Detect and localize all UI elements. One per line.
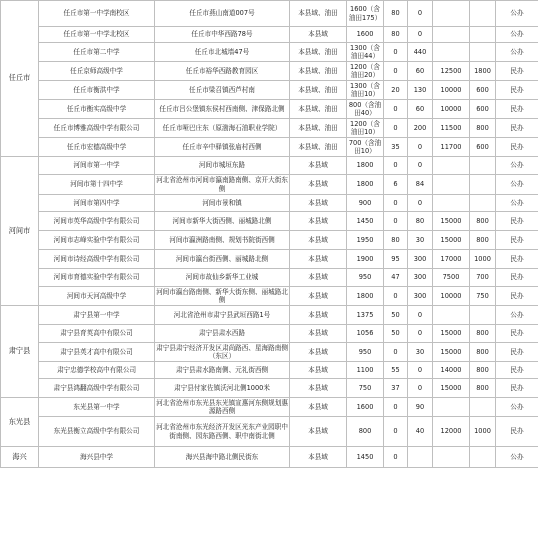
recruit-scope-cell: 本县域 bbox=[290, 250, 347, 269]
recruit-scope-cell: 本县域 bbox=[290, 306, 347, 325]
count-cell-a: 0 bbox=[384, 343, 408, 362]
plan-count-cell: 1800 bbox=[347, 175, 384, 195]
plan-count-cell: 1450 bbox=[347, 212, 384, 231]
plan-count-cell: 1900 bbox=[347, 250, 384, 269]
recruit-scope-cell: 本县域 bbox=[290, 447, 347, 468]
recruit-scope-cell: 本县域、油田 bbox=[290, 119, 347, 138]
table-row bbox=[1, 175, 538, 195]
tuition-cell: 15000 bbox=[433, 212, 470, 231]
school-name-cell: 河间市第四中学 bbox=[39, 195, 155, 212]
table-row bbox=[1, 417, 538, 447]
tuition-cell bbox=[433, 447, 470, 468]
plan-count-cell: 950 bbox=[347, 343, 384, 362]
table-row bbox=[1, 447, 538, 468]
count-cell-b: 0 bbox=[408, 138, 433, 157]
table-row bbox=[1, 325, 538, 343]
recruit-scope-cell: 本县域 bbox=[290, 269, 347, 287]
plan-count-cell: 1200（含油田10） bbox=[347, 119, 384, 138]
plan-count-cell: 800 bbox=[347, 417, 384, 447]
school-address-cell: 河间市新华大街西侧、丽城路北侧 bbox=[155, 212, 290, 231]
table-row bbox=[1, 250, 538, 269]
count-cell-a: 37 bbox=[384, 379, 408, 398]
plan-count-cell: 1056 bbox=[347, 325, 384, 343]
county-cell: 东光县 bbox=[1, 398, 39, 447]
school-name-cell: 肃宁县英才高中有限公司 bbox=[39, 343, 155, 362]
tuition-cell bbox=[433, 175, 470, 195]
count-cell-b: 0 bbox=[408, 306, 433, 325]
plan-count-cell: 800（含油田40） bbox=[347, 100, 384, 119]
tuition-cell: 15000 bbox=[433, 379, 470, 398]
table-row bbox=[1, 362, 538, 379]
recruit-scope-cell: 本县域 bbox=[290, 379, 347, 398]
table-row bbox=[1, 306, 538, 325]
school-type-cell: 公办 bbox=[496, 43, 538, 62]
count-cell-a: 20 bbox=[384, 81, 408, 100]
fee-cell: 800 bbox=[470, 325, 496, 343]
plan-count-cell: 1600 bbox=[347, 398, 384, 417]
fee-cell: 800 bbox=[470, 212, 496, 231]
county-cell: 肃宁县 bbox=[1, 306, 39, 398]
fee-cell bbox=[470, 27, 496, 43]
table-row bbox=[1, 27, 538, 43]
school-name-cell: 任丘市宏德高级中学 bbox=[39, 138, 155, 157]
plan-count-cell: 1200（含油田20） bbox=[347, 62, 384, 81]
fee-cell: 1000 bbox=[470, 250, 496, 269]
school-name-cell: 任丘市第一中学南校区 bbox=[39, 1, 155, 27]
school-type-cell: 民办 bbox=[496, 81, 538, 100]
school-name-cell: 任丘市第二中学 bbox=[39, 43, 155, 62]
table-row bbox=[1, 62, 538, 81]
tuition-cell bbox=[433, 27, 470, 43]
fee-cell: 800 bbox=[470, 231, 496, 250]
school-type-cell: 民办 bbox=[496, 287, 538, 306]
count-cell-b: 0 bbox=[408, 379, 433, 398]
count-cell-a: 80 bbox=[384, 231, 408, 250]
tuition-cell bbox=[433, 157, 470, 175]
school-address-cell: 肃宁县肃水西路 bbox=[155, 325, 290, 343]
table-row bbox=[1, 157, 538, 175]
count-cell-a: 6 bbox=[384, 175, 408, 195]
count-cell-b: 0 bbox=[408, 195, 433, 212]
school-type-cell: 民办 bbox=[496, 379, 538, 398]
tuition-cell: 10000 bbox=[433, 81, 470, 100]
school-type-cell: 公办 bbox=[496, 1, 538, 27]
school-address-cell: 河间市景和镇 bbox=[155, 195, 290, 212]
plan-count-cell: 1450 bbox=[347, 447, 384, 468]
school-address-cell: 河间市故仙乡新华工业城 bbox=[155, 269, 290, 287]
recruit-scope-cell: 本县域 bbox=[290, 325, 347, 343]
recruit-scope-cell: 本县域、油田 bbox=[290, 43, 347, 62]
school-name-cell: 河间市天河高级中学 bbox=[39, 287, 155, 306]
fee-cell: 750 bbox=[470, 287, 496, 306]
school-address-cell: 肃宁县肃宁经济开发区肃尚路西、星海路南侧（东区） bbox=[156, 343, 288, 360]
school-type-cell: 民办 bbox=[496, 362, 538, 379]
fee-cell bbox=[470, 1, 496, 27]
fee-cell bbox=[470, 157, 496, 175]
recruit-scope-cell: 本县域、油田 bbox=[290, 138, 347, 157]
count-cell-a: 0 bbox=[384, 195, 408, 212]
school-address-cell: 肃宁县付家佐镇沃河北侧1000米 bbox=[155, 379, 290, 398]
tuition-cell: 14000 bbox=[433, 362, 470, 379]
fee-cell bbox=[470, 398, 496, 417]
count-cell-a: 0 bbox=[384, 212, 408, 231]
recruit-scope-cell: 本县域 bbox=[290, 212, 347, 231]
count-cell-b: 0 bbox=[408, 1, 433, 27]
school-name-cell: 肃宁忠德学校高中有限公司 bbox=[39, 362, 155, 379]
tuition-cell bbox=[433, 1, 470, 27]
school-type-cell: 民办 bbox=[496, 119, 538, 138]
school-name-cell: 海兴县中学 bbox=[39, 447, 155, 468]
recruit-scope-cell: 本县域 bbox=[290, 195, 347, 212]
count-cell-b: 0 bbox=[408, 325, 433, 343]
school-type-cell: 公办 bbox=[496, 195, 538, 212]
count-cell-b: 0 bbox=[408, 362, 433, 379]
table-row bbox=[1, 81, 538, 100]
fee-cell: 700 bbox=[470, 269, 496, 287]
school-type-cell: 公办 bbox=[496, 27, 538, 43]
plan-count-cell: 1800 bbox=[347, 157, 384, 175]
school-type-cell: 公办 bbox=[496, 175, 538, 195]
table-row bbox=[1, 231, 538, 250]
count-cell-a: 0 bbox=[384, 43, 408, 62]
plan-count-cell: 900 bbox=[347, 195, 384, 212]
school-name-cell: 任丘京师高级中学 bbox=[39, 62, 155, 81]
school-address-cell: 河北省沧州市东光经济开发区光东产业园职中街南侧、园东路西侧、职中南街北侧 bbox=[155, 417, 290, 447]
count-cell-b: 84 bbox=[408, 175, 433, 195]
plan-count-cell: 1800 bbox=[347, 287, 384, 306]
plan-count-cell: 700（含油田10） bbox=[347, 138, 384, 157]
school-name-cell: 河间市第一中学 bbox=[39, 157, 155, 175]
school-type-cell: 民办 bbox=[496, 212, 538, 231]
plan-count-cell: 750 bbox=[347, 379, 384, 398]
count-cell-b: 300 bbox=[408, 287, 433, 306]
fee-cell: 800 bbox=[470, 362, 496, 379]
recruit-scope-cell: 本县域 bbox=[290, 417, 347, 447]
fee-cell: 800 bbox=[470, 343, 496, 362]
school-address-cell: 任丘市燕山南道007号 bbox=[155, 1, 290, 27]
count-cell-a: 47 bbox=[384, 269, 408, 287]
count-cell-b: 60 bbox=[408, 100, 433, 119]
school-type-cell: 民办 bbox=[496, 62, 538, 81]
school-type-cell: 公办 bbox=[496, 157, 538, 175]
table-row bbox=[1, 287, 538, 306]
count-cell-b: 200 bbox=[408, 119, 433, 138]
table-row bbox=[1, 343, 538, 362]
school-address-cell: 任丘市中华西路78号 bbox=[155, 27, 290, 43]
count-cell-a: 0 bbox=[384, 417, 408, 447]
table-row bbox=[1, 195, 538, 212]
recruit-scope-cell: 本县域 bbox=[290, 157, 347, 175]
count-cell-b: 30 bbox=[408, 343, 433, 362]
county-cell: 任丘市 bbox=[1, 1, 39, 157]
recruit-scope-cell: 本县域 bbox=[290, 398, 347, 417]
school-type-cell: 民办 bbox=[496, 325, 538, 343]
table-row bbox=[1, 43, 538, 62]
school-address-cell: 任丘市裕华西路教育园区 bbox=[155, 62, 290, 81]
count-cell-b: 40 bbox=[408, 417, 433, 447]
count-cell-a: 0 bbox=[384, 119, 408, 138]
tuition-cell: 15000 bbox=[433, 325, 470, 343]
count-cell-b: 300 bbox=[408, 269, 433, 287]
school-address-cell: 任丘市北城墙47号 bbox=[155, 43, 290, 62]
recruit-scope-cell: 本县域 bbox=[290, 343, 347, 362]
school-address-cell: 肃宁县肃水路南侧、元礼街西侧 bbox=[155, 362, 290, 379]
fee-cell bbox=[470, 43, 496, 62]
tuition-cell: 11700 bbox=[433, 138, 470, 157]
plan-count-cell: 1300（含油田44） bbox=[347, 43, 384, 62]
tuition-cell: 15000 bbox=[433, 231, 470, 250]
count-cell-a: 55 bbox=[384, 362, 408, 379]
plan-count-cell: 1375 bbox=[347, 306, 384, 325]
recruit-scope-cell: 本县域、油田 bbox=[290, 62, 347, 81]
school-address-cell: 河间市瀛台街西侧、丽城路北侧 bbox=[155, 250, 290, 269]
tuition-cell: 7500 bbox=[433, 269, 470, 287]
plan-count-cell: 1300（含油田10） bbox=[347, 81, 384, 100]
table-row bbox=[1, 398, 538, 417]
school-name-cell: 肃宁县第一中学 bbox=[39, 306, 155, 325]
school-address-cell: 河北省沧州市东光县东光镇宣惠河东侧规划惠源路西侧 bbox=[156, 398, 288, 415]
school-address-cell: 河间市城垣东路 bbox=[155, 157, 290, 175]
count-cell-a: 0 bbox=[384, 62, 408, 81]
county-cell: 河间市 bbox=[1, 157, 39, 306]
table-row bbox=[1, 100, 538, 119]
school-name-cell: 任丘市第一中学北校区 bbox=[39, 27, 155, 43]
school-type-cell: 公办 bbox=[496, 306, 538, 325]
school-name-cell: 河间市第十四中学 bbox=[39, 175, 155, 195]
school-address-cell: 任丘市梁召镇西芦村南 bbox=[155, 81, 290, 100]
school-type-cell: 公办 bbox=[496, 447, 538, 468]
count-cell-a: 0 bbox=[384, 447, 408, 468]
tuition-cell: 11500 bbox=[433, 119, 470, 138]
school-name-cell: 肃宁县育英高中有限公司 bbox=[39, 325, 155, 343]
school-name-cell: 肃宁县鸿翻高级中学有限公司 bbox=[39, 379, 155, 398]
recruit-scope-cell: 本县域 bbox=[290, 287, 347, 306]
plan-count-cell: 1950 bbox=[347, 231, 384, 250]
recruit-scope-cell: 本县域 bbox=[290, 362, 347, 379]
plan-count-cell: 950 bbox=[347, 269, 384, 287]
fee-cell: 1800 bbox=[470, 62, 496, 81]
table-row bbox=[1, 1, 538, 27]
table-row bbox=[1, 379, 538, 398]
count-cell-b: 130 bbox=[408, 81, 433, 100]
count-cell-b: 90 bbox=[408, 398, 433, 417]
school-address-cell: 河北省沧州市肃宁县武垣西路1号 bbox=[155, 306, 290, 325]
recruit-scope-cell: 本县域、油田 bbox=[290, 100, 347, 119]
fee-cell: 800 bbox=[470, 379, 496, 398]
count-cell-b: 60 bbox=[408, 62, 433, 81]
count-cell-a: 35 bbox=[384, 138, 408, 157]
recruit-scope-cell: 本县域 bbox=[290, 175, 347, 195]
fee-cell: 600 bbox=[470, 138, 496, 157]
fee-cell bbox=[470, 195, 496, 212]
recruit-scope-cell: 本县域、油田 bbox=[290, 81, 347, 100]
school-name-cell: 任丘市衡实高级中学 bbox=[39, 100, 155, 119]
plan-count-cell: 1100 bbox=[347, 362, 384, 379]
count-cell-b: 30 bbox=[408, 231, 433, 250]
tuition-cell: 15000 bbox=[433, 343, 470, 362]
recruit-scope-cell: 本县域 bbox=[290, 231, 347, 250]
tuition-cell: 10000 bbox=[433, 100, 470, 119]
school-address-cell: 任丘市辛中驿镇张庙村西侧 bbox=[155, 138, 290, 157]
fee-cell bbox=[470, 306, 496, 325]
school-address-cell: 河北省沧州市河间市瀛南路南侧、京开大街东侧 bbox=[156, 176, 288, 193]
count-cell-a: 80 bbox=[384, 1, 408, 27]
fee-cell: 1000 bbox=[470, 417, 496, 447]
school-name-cell: 河间市育德实验中学有限公司 bbox=[39, 269, 155, 287]
table-row bbox=[1, 269, 538, 287]
school-type-cell: 民办 bbox=[496, 343, 538, 362]
school-name-cell: 东光县第一中学 bbox=[39, 398, 155, 417]
tuition-cell bbox=[433, 306, 470, 325]
school-name-cell: 任丘市博雅高级中学有限公司 bbox=[39, 119, 155, 138]
tuition-cell bbox=[433, 195, 470, 212]
fee-cell: 800 bbox=[470, 119, 496, 138]
school-name-cell: 河间市志峰实验中学有限公司 bbox=[39, 231, 155, 250]
count-cell-a: 0 bbox=[384, 157, 408, 175]
plan-count-cell: 1600 bbox=[347, 27, 384, 43]
plan-count-cell: 1600（含油田175） bbox=[347, 1, 384, 27]
tuition-cell: 12000 bbox=[433, 417, 470, 447]
table-row bbox=[1, 119, 538, 138]
count-cell-a: 0 bbox=[384, 100, 408, 119]
school-type-cell: 民办 bbox=[496, 231, 538, 250]
count-cell-b bbox=[408, 447, 433, 468]
school-type-cell: 民办 bbox=[496, 138, 538, 157]
table-row bbox=[1, 212, 538, 231]
school-name-cell: 任丘市衡洪中学 bbox=[39, 81, 155, 100]
count-cell-b: 0 bbox=[408, 27, 433, 43]
school-address-cell: 河间市瀛台路南侧、新华大街东侧、丽城路北侧 bbox=[156, 287, 288, 304]
school-address-cell: 任丘市哑巴庄东（原渤海石油职业学院） bbox=[155, 119, 290, 138]
count-cell-a: 0 bbox=[384, 398, 408, 417]
fee-cell bbox=[470, 175, 496, 195]
school-name-cell: 东光县衡立高级中学有限公司 bbox=[39, 417, 155, 447]
count-cell-a: 50 bbox=[384, 325, 408, 343]
recruit-scope-cell: 本县域、油田 bbox=[290, 1, 347, 27]
table-row bbox=[1, 138, 538, 157]
school-type-cell: 民办 bbox=[496, 417, 538, 447]
fee-cell bbox=[470, 447, 496, 468]
count-cell-b: 300 bbox=[408, 250, 433, 269]
tuition-cell: 10000 bbox=[433, 287, 470, 306]
tuition-cell: 12500 bbox=[433, 62, 470, 81]
count-cell-a: 50 bbox=[384, 306, 408, 325]
count-cell-a: 0 bbox=[384, 287, 408, 306]
fee-cell: 600 bbox=[470, 100, 496, 119]
tuition-cell: 17000 bbox=[433, 250, 470, 269]
school-type-cell: 民办 bbox=[496, 250, 538, 269]
count-cell-a: 80 bbox=[384, 27, 408, 43]
count-cell-b: 0 bbox=[408, 157, 433, 175]
school-address-cell: 河间市瀛洲路南侧、规划书院街西侧 bbox=[155, 231, 290, 250]
school-address-cell: 海兴县海中路北侧民街东 bbox=[155, 447, 290, 468]
county-cell: 海兴 bbox=[1, 447, 39, 468]
fee-cell: 600 bbox=[470, 81, 496, 100]
count-cell-b: 440 bbox=[408, 43, 433, 62]
school-type-cell: 民办 bbox=[496, 269, 538, 287]
school-address-cell: 任丘市吕公堡镇东侯村西南侧、津保路北侧 bbox=[155, 100, 290, 119]
school-type-cell: 公办 bbox=[496, 398, 538, 417]
school-name-cell: 河间市英华高级中学有限公司 bbox=[39, 212, 155, 231]
tuition-cell bbox=[433, 398, 470, 417]
count-cell-b: 80 bbox=[408, 212, 433, 231]
tuition-cell bbox=[433, 43, 470, 62]
count-cell-a: 95 bbox=[384, 250, 408, 269]
school-name-cell: 河间市诗经高级中学有限公司 bbox=[39, 250, 155, 269]
recruit-scope-cell: 本县域 bbox=[290, 27, 347, 43]
school-type-cell: 民办 bbox=[496, 100, 538, 119]
